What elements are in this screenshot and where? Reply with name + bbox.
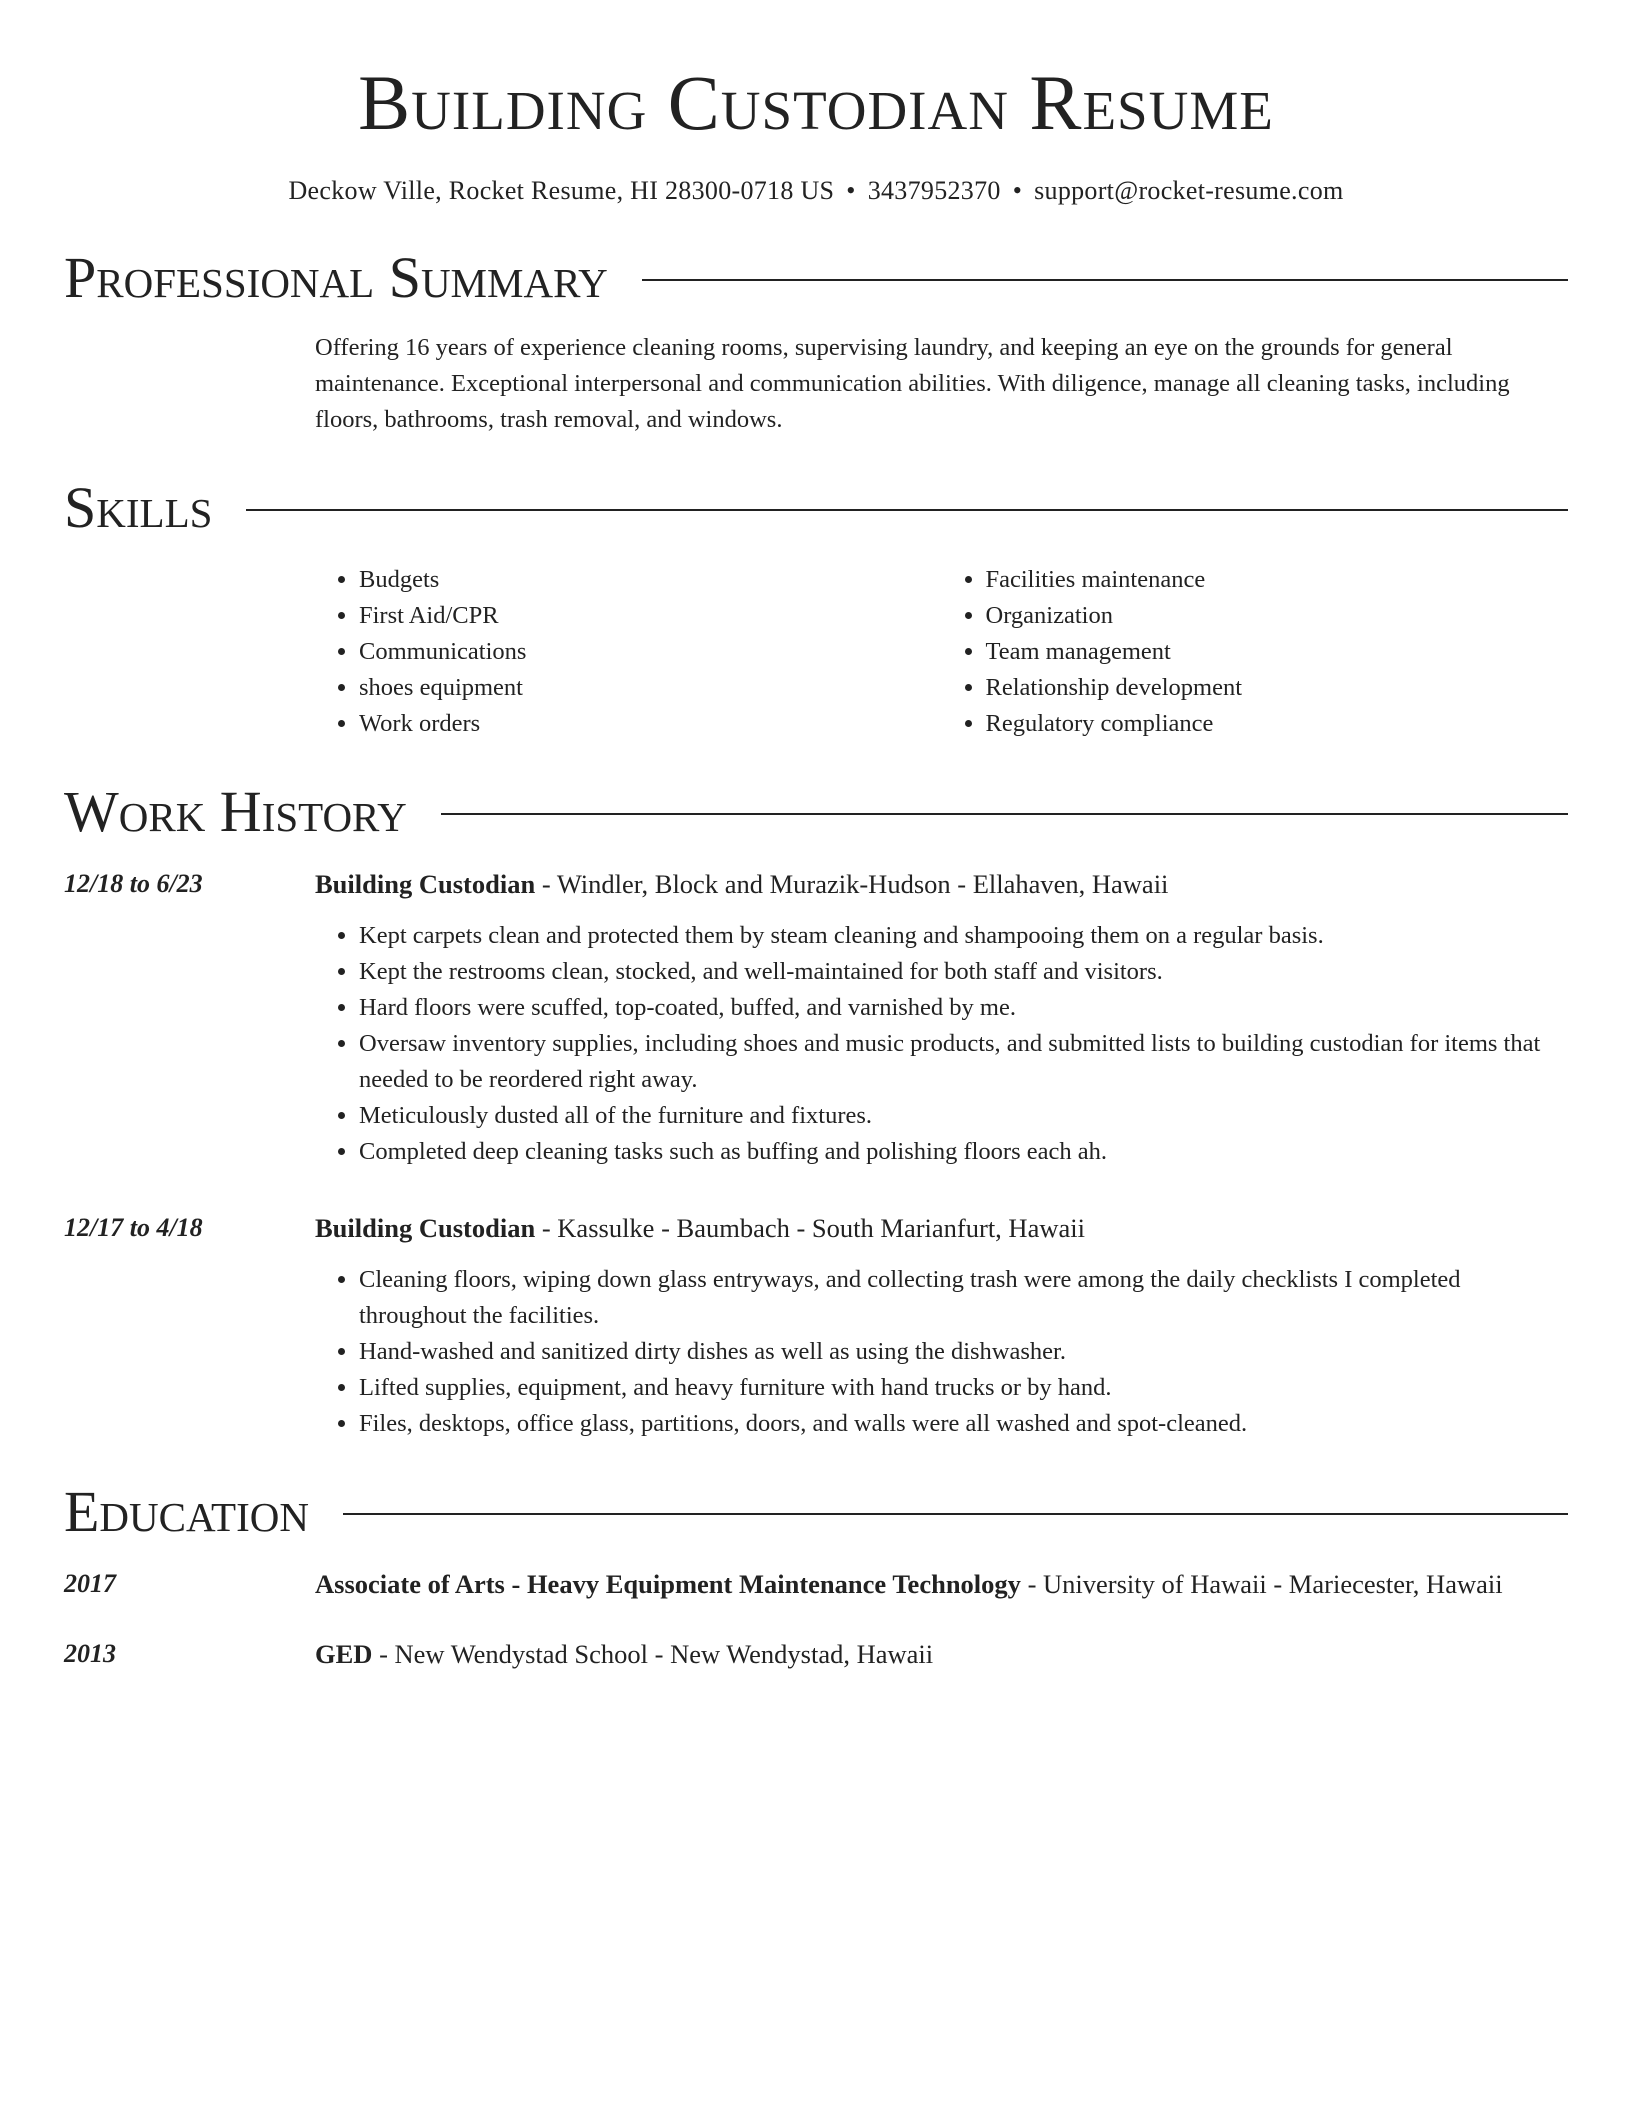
resume-title: Building Custodian Resume [358, 59, 1274, 146]
skill-item: • Team management [986, 634, 1569, 670]
job-dates: 12/18 to 6/23 [64, 869, 203, 898]
job-entry [64, 866, 1568, 1170]
contact-separator: • [1012, 176, 1023, 205]
job-body [315, 866, 1568, 1170]
skills-section-header [64, 476, 1568, 540]
section-divider [642, 279, 1568, 281]
contact-phone: 3437952370 [867, 176, 1001, 205]
summary-heading: Professional Summary [64, 245, 608, 310]
contact-address: Deckow Ville, Rocket Resume, HI 28300-0718 US [288, 176, 835, 205]
skill-item: • Budgets [359, 562, 942, 598]
job-bullet: • Lifted supplies, equipment, and heavy furniture with hand trucks or by hand. [359, 1370, 1568, 1406]
section-divider [246, 509, 1568, 511]
contact-email: support@rocket-resume.com [1034, 176, 1344, 205]
job-header [315, 1210, 1568, 1246]
contact-separator: • [846, 176, 856, 205]
job-bullet: • Completed deep cleaning tasks such as buffing and polishing floors each ah. [359, 1134, 1568, 1170]
education-entry [64, 1636, 1568, 1672]
job-employer: - Windler, Block and Murazik-Hudson - Ellahaven, Hawaii [535, 869, 1169, 899]
skill-item: • Work orders [359, 706, 942, 742]
job-header [315, 866, 1568, 902]
job-bullet: • Files, desktops, office glass, partitions, doors, and walls were all washed and spot-cleaned. [359, 1406, 1568, 1442]
job-body [315, 1210, 1568, 1442]
skill-item: • Communications [359, 634, 942, 670]
skill-item: • Facilities maintenance [986, 562, 1569, 598]
skills-column-right [942, 562, 1569, 742]
education-header [315, 1636, 1568, 1672]
job-bullet: • Oversaw inventory supplies, including shoes and music products, and submitted lists to building custodian for items that needed to be reordered right away. [359, 1026, 1568, 1098]
skills-heading: Skills [64, 475, 213, 540]
education-degree: Associate of Arts - Heavy Equipment Maintenance Technology [315, 1569, 1021, 1599]
work-heading: Work History [64, 779, 407, 844]
education-school: - New Wendystad School - New Wendystad, Hawaii [372, 1639, 934, 1669]
skills-grid [315, 562, 1568, 742]
job-entry [64, 1210, 1568, 1442]
education-heading: Education [64, 1479, 309, 1544]
summary-section-header [64, 246, 1568, 310]
education-degree: GED [315, 1639, 373, 1669]
job-bullet: • Kept carpets clean and protected them by steam cleaning and shampooing them on a regular basis. [359, 918, 1568, 954]
education-year: 2017 [64, 1569, 116, 1598]
job-bullet: • Hand-washed and sanitized dirty dishes as well as using the dishwasher. [359, 1334, 1568, 1370]
skills-column-left [315, 562, 942, 742]
education-year: 2013 [64, 1639, 116, 1668]
skill-item: • Organization [986, 598, 1569, 634]
summary-text: Offering 16 years of experience cleaning rooms, supervising laundry, and keeping an eye on the grounds for general maintenance. Exceptional interpersonal and communication abilities. With diligence, manage all cleaning tasks, including floors, bathrooms, trash removal, and windows. [315, 334, 1510, 433]
job-employer: - Kassulke - Baumbach - South Marianfurt, Hawaii [535, 1213, 1085, 1243]
job-bullet: • Meticulously dusted all of the furniture and fixtures. [359, 1098, 1568, 1134]
job-bullets [315, 1262, 1568, 1442]
job-dates: 12/17 to 4/18 [64, 1213, 203, 1242]
skill-item: • Relationship development [986, 670, 1569, 706]
job-bullet: • Hard floors were scuffed, top-coated, buffed, and varnished by me. [359, 990, 1568, 1026]
section-divider [441, 813, 1568, 815]
skill-item: • Regulatory compliance [986, 706, 1569, 742]
education-section-header [64, 1480, 1568, 1544]
skill-item: • shoes equipment [359, 670, 942, 706]
job-bullet: • Kept the restrooms clean, stocked, and well-maintained for both staff and visitors. [359, 954, 1568, 990]
contact-line [64, 174, 1568, 208]
education-header [315, 1566, 1568, 1602]
skill-item: • First Aid/CPR [359, 598, 942, 634]
job-title: Building Custodian [315, 869, 536, 899]
section-divider [343, 1513, 1568, 1515]
education-school: - University of Hawaii - Mariecester, Hawaii [1020, 1569, 1503, 1599]
work-section-header [64, 780, 1568, 844]
education-entry [64, 1566, 1568, 1602]
job-bullets [315, 918, 1568, 1170]
job-title: Building Custodian [315, 1213, 536, 1243]
job-bullet: • Cleaning floors, wiping down glass entryways, and collecting trash were among the daily checklists I completed throughout the facilities. [359, 1262, 1568, 1334]
